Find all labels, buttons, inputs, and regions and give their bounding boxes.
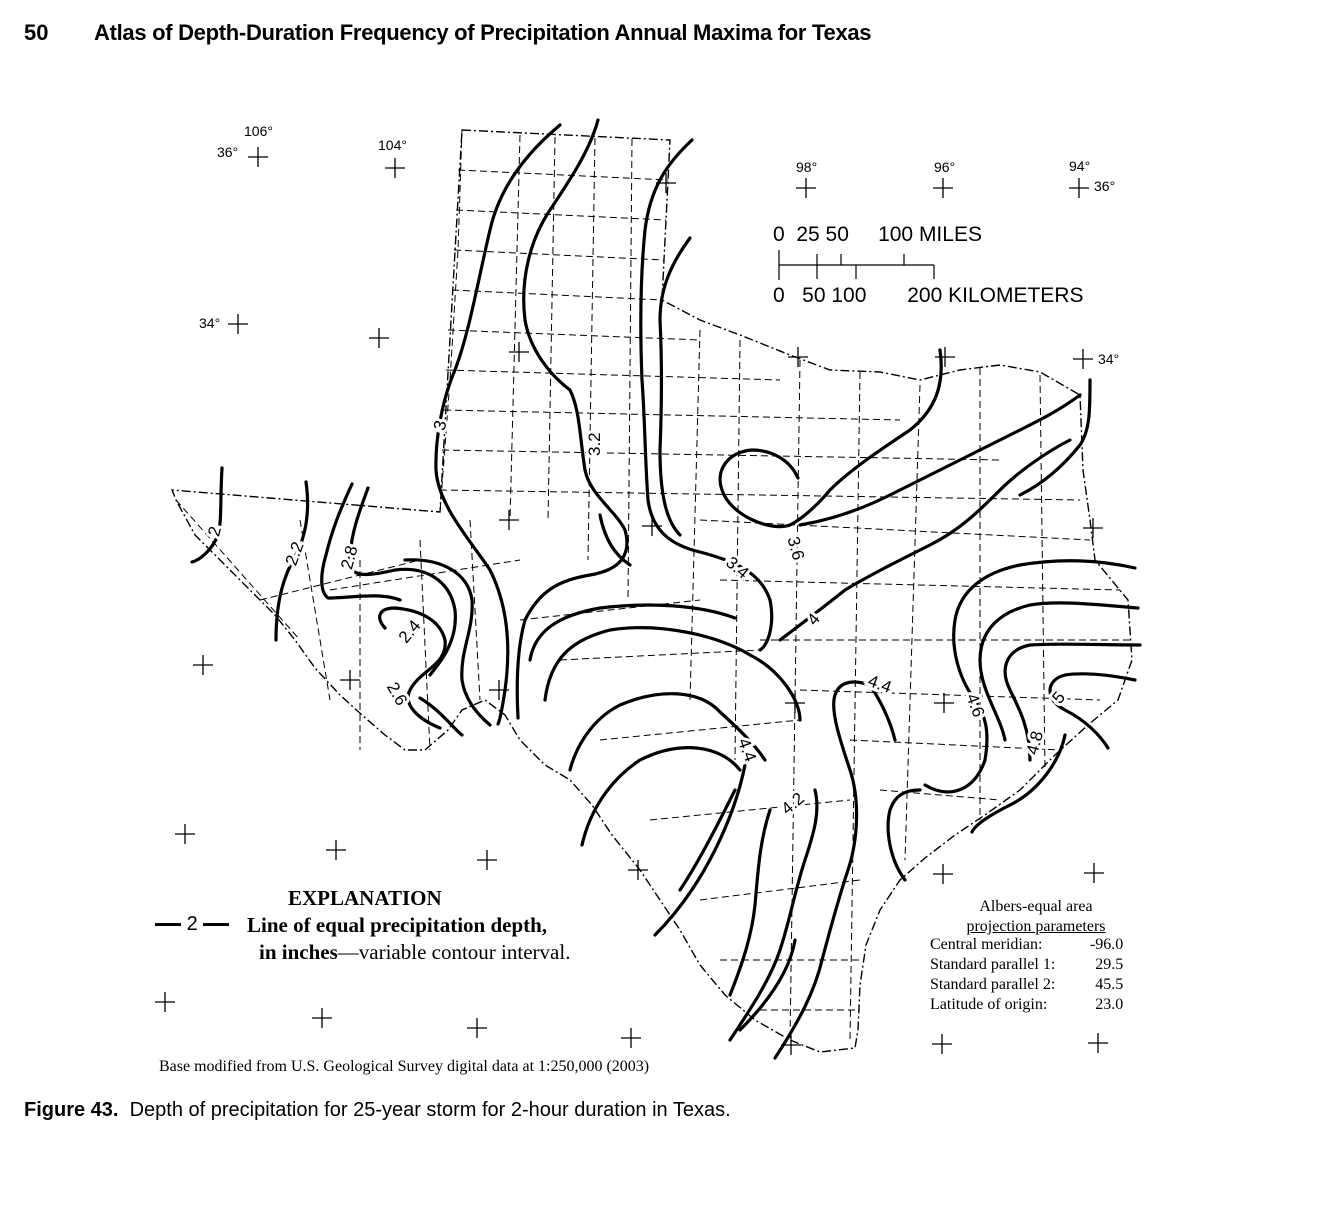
param-label: Central meridian: xyxy=(930,936,1043,953)
contour-label: 3.6 xyxy=(783,534,809,563)
contour-label: 2 xyxy=(204,524,226,539)
contour-line-4-4-mid xyxy=(775,682,870,1058)
projection-param-row xyxy=(930,955,1123,975)
param-label: Standard parallel 1: xyxy=(930,956,1056,973)
contour-label: 2.2 xyxy=(281,539,308,568)
param-value: 23.0 xyxy=(1095,996,1124,1013)
contour-line-4-8c xyxy=(1050,674,1135,748)
figure-caption xyxy=(24,1099,731,1122)
contour-line-3-2 xyxy=(517,120,627,718)
contour-label: 4.4 xyxy=(734,735,761,765)
contour-label: 2.6 xyxy=(382,678,412,709)
running-title: Atlas of Depth-Duration Frequency of Precipitation Annual Maxima for Texas xyxy=(94,20,872,45)
contour-line-4-4 xyxy=(680,790,735,890)
sample-line-right xyxy=(203,923,229,926)
contour-line-4-4-e xyxy=(740,940,795,1030)
contour-label: 4.6 xyxy=(962,690,989,720)
contour-line-2-6 xyxy=(420,698,462,735)
longitude-label: 98° xyxy=(796,159,818,175)
latitude-label: 34° xyxy=(1098,351,1120,367)
sample-line-label: 2 xyxy=(186,913,198,935)
page-number: 50 xyxy=(24,20,49,45)
param-label: Standard parallel 2: xyxy=(930,976,1056,993)
contour-label: 4 xyxy=(803,609,824,630)
param-value: 29.5 xyxy=(1095,956,1124,973)
contour-line-4-c xyxy=(582,748,740,845)
contour-line-4-6d xyxy=(888,790,920,880)
contour-label: 2.8 xyxy=(337,543,362,572)
latitude-label: 36° xyxy=(1094,178,1116,194)
contour-line-2-8b xyxy=(350,488,456,675)
contour-label: 2.4 xyxy=(394,616,425,647)
scale-bar-ruler xyxy=(779,250,934,280)
longitude-label: 96° xyxy=(934,159,956,175)
contour-line-3-6 xyxy=(660,238,690,535)
projection-param-row xyxy=(930,995,1123,1015)
contour-line-3-6b xyxy=(720,350,941,527)
longitude-label: 106° xyxy=(244,123,273,139)
param-label: Latitude of origin: xyxy=(930,996,1048,1013)
projection-title-line-2: projection parameters xyxy=(966,918,1106,935)
contour-line-4-6b xyxy=(780,440,1070,640)
explanation-sample-line xyxy=(155,913,229,936)
explanation-interval: —variable contour interval. xyxy=(337,940,571,964)
figure-caption-text: Depth of precipitation for 25-year storm for 2-hour duration in Texas. xyxy=(129,1099,731,1121)
latitude-label: 36° xyxy=(217,144,239,160)
base-data-note: Base modified from U.S. Geological Survey digital data at 1:250,000 (2003) xyxy=(159,1058,650,1075)
contour-labels xyxy=(204,418,1069,818)
longitude-label: 104° xyxy=(378,137,407,153)
contour-label: 3.4 xyxy=(722,552,753,583)
latitude-label: 34° xyxy=(199,315,221,331)
contour-line-4-2 xyxy=(730,790,817,1040)
scale-km-label: 0 50 100 200 KILOMETERS xyxy=(773,284,1084,307)
explanation-line-2 xyxy=(259,940,570,965)
figure-label: Figure 43. xyxy=(24,1099,119,1121)
projection-parameters xyxy=(930,935,1123,1015)
contour-line-4-low xyxy=(530,605,735,660)
contour-line-4-4-west xyxy=(655,765,745,935)
explanation-heading: EXPLANATION xyxy=(288,886,442,910)
param-value: -96.0 xyxy=(1089,936,1124,953)
contour-label: 4.2 xyxy=(777,788,808,819)
contour-line-2-8 xyxy=(322,484,400,600)
longitude-label: 94° xyxy=(1069,158,1091,174)
explanation-units: in inches xyxy=(259,940,338,964)
contour-line-4-2b xyxy=(730,810,770,995)
contour-line-4 xyxy=(545,628,800,720)
contour-label: 3 xyxy=(429,418,451,433)
contour-label: 3.2 xyxy=(585,432,604,456)
param-value: 45.5 xyxy=(1095,976,1124,993)
contour-label: 5 xyxy=(1048,687,1070,708)
contour-label: 4.4 xyxy=(865,671,895,698)
scale-miles-label: 0 25 50 100 MILES xyxy=(773,223,982,246)
contour-label: 4.8 xyxy=(1022,729,1048,757)
projection-title-line-1: Albers-equal area xyxy=(979,898,1093,915)
sample-line-left xyxy=(155,923,181,926)
explanation-line-1: Line of equal precipitation depth, xyxy=(247,913,548,937)
projection-param-row xyxy=(930,935,1123,955)
scale-bar xyxy=(773,223,1084,307)
projection-title xyxy=(930,897,1142,937)
projection-param-row xyxy=(930,975,1123,995)
